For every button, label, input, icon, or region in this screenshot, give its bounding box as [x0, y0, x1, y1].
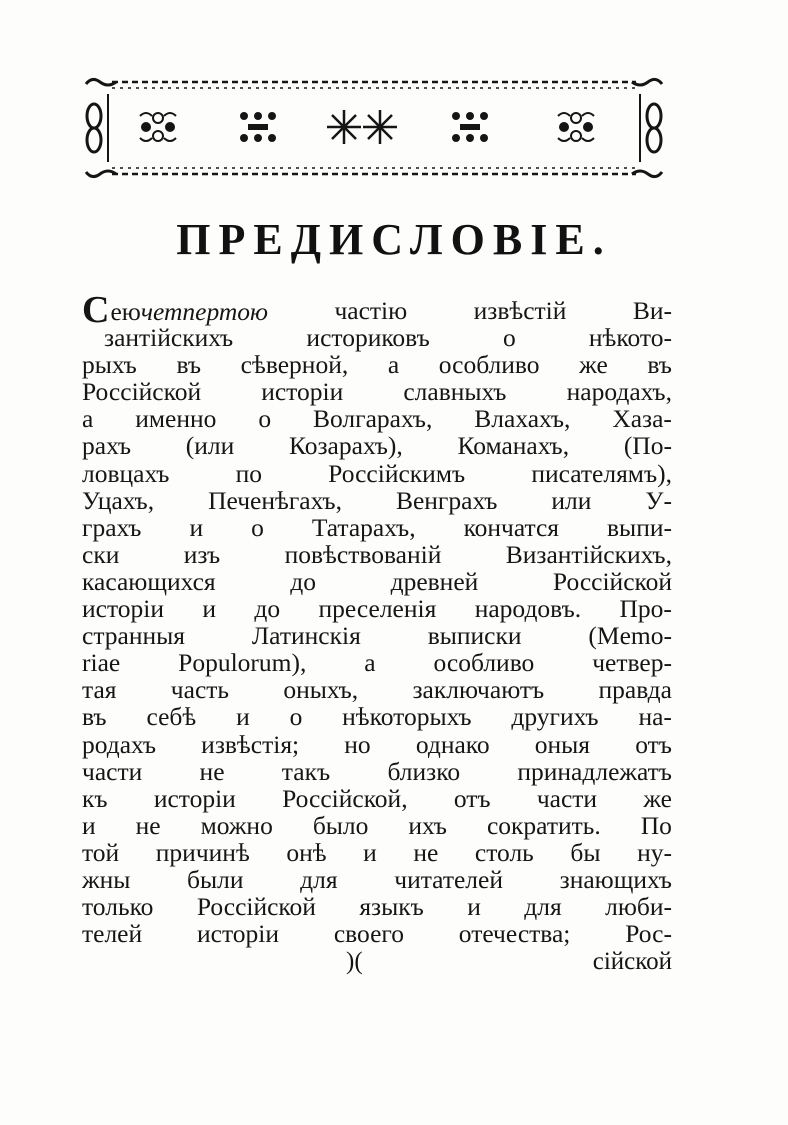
word: зантійскихъ	[104, 323, 234, 353]
word: Ви-	[632, 296, 672, 325]
word: части	[82, 756, 143, 786]
text-line	[82, 649, 672, 676]
text-line	[82, 622, 672, 649]
fleuron-2	[240, 112, 276, 142]
text-line	[82, 460, 672, 487]
word: извѣстія;	[201, 729, 300, 759]
fleuron-4	[452, 112, 488, 142]
word: Populorum),	[178, 648, 307, 678]
word: а	[82, 404, 94, 434]
text-line	[82, 812, 672, 839]
word: Влахахъ,	[474, 404, 571, 434]
word: къ	[82, 783, 108, 813]
word: особливо	[433, 648, 535, 678]
fleuron-5	[558, 113, 594, 141]
text-line	[82, 289, 672, 331]
right-scroll	[640, 94, 661, 162]
word: Рос-	[625, 919, 672, 949]
word: до	[290, 566, 316, 596]
page-title: ПРЕДИСЛОВІЕ.	[176, 215, 612, 264]
text-line	[82, 568, 672, 595]
text-line	[82, 432, 672, 459]
word: славныхъ	[403, 377, 507, 407]
text-line	[82, 920, 672, 947]
word: ну-	[637, 837, 672, 867]
left-scroll	[87, 94, 108, 162]
word: и	[236, 702, 250, 732]
word: ски	[82, 539, 120, 569]
word: Россійской,	[282, 783, 408, 813]
word: отъ	[635, 729, 672, 759]
word: и	[467, 892, 481, 922]
word: было	[312, 810, 369, 840]
word: но	[344, 729, 371, 759]
word: отечества;	[458, 919, 571, 949]
word: Венграхъ	[395, 485, 498, 515]
word: онѣ	[286, 837, 327, 867]
word: касающихся	[82, 566, 216, 596]
word: и	[363, 837, 377, 867]
word: (или	[185, 431, 235, 461]
word: части	[536, 783, 598, 813]
word: въ	[647, 350, 672, 380]
bottom-border	[86, 168, 662, 177]
word: Сеючетпертою	[82, 289, 269, 331]
word: грахъ	[82, 512, 142, 542]
text-line	[82, 758, 672, 785]
ornamental-headpiece	[82, 72, 666, 184]
word: извѣстій	[473, 296, 567, 325]
word: о	[251, 512, 264, 542]
word: У-	[645, 485, 672, 515]
word: тая	[82, 675, 117, 705]
word: своего	[333, 919, 404, 949]
word: причинѣ	[155, 837, 250, 867]
word: можно	[200, 810, 273, 840]
word: о	[502, 323, 516, 353]
word: выписки	[427, 621, 522, 651]
word: историковъ	[306, 323, 430, 353]
text-line	[82, 405, 672, 432]
word: отъ	[453, 783, 491, 813]
word: Латинскія	[251, 621, 361, 651]
text-line	[82, 839, 672, 866]
fleuron-1	[140, 113, 176, 141]
word: народахъ,	[566, 377, 672, 407]
word: древней	[390, 566, 479, 596]
word: особливо	[438, 350, 540, 380]
word: телей	[82, 919, 143, 949]
word: рахъ	[82, 431, 132, 461]
word: нѣкоторыхъ	[342, 702, 472, 732]
word: оныя	[534, 729, 591, 759]
word: не	[413, 837, 439, 867]
word: себѣ	[146, 702, 197, 732]
word: столь	[474, 837, 534, 867]
text-line	[82, 514, 672, 541]
text-line	[82, 378, 672, 405]
word: Уцахъ,	[82, 485, 155, 515]
word: ловцахъ	[82, 458, 170, 488]
text-line	[82, 731, 672, 758]
signature-mark: )(	[346, 948, 363, 975]
word: же	[643, 783, 672, 813]
word: для	[300, 864, 338, 894]
word: рыхъ	[82, 350, 137, 380]
text-line	[82, 324, 672, 351]
word: ихъ	[408, 810, 447, 840]
word: или	[551, 485, 592, 515]
text-line	[82, 893, 672, 920]
word: по	[235, 458, 263, 488]
drop-cap: С	[82, 289, 110, 331]
word: на-	[638, 702, 672, 732]
word: Хаза-	[612, 404, 672, 434]
word: принадлежатъ	[517, 756, 672, 786]
word: и	[189, 512, 204, 542]
word: о	[289, 702, 303, 732]
word: выпи-	[607, 512, 672, 542]
word: родахъ	[82, 729, 157, 759]
word: Россійской	[196, 892, 316, 922]
word: не	[135, 810, 161, 840]
word: языкъ	[359, 892, 424, 922]
word: въ	[82, 702, 107, 732]
word: люби-	[605, 892, 672, 922]
word: (По-	[623, 431, 672, 461]
word: Козарахъ),	[289, 431, 403, 461]
top-border	[86, 79, 662, 88]
word: исторіи	[82, 594, 165, 624]
text-line	[82, 703, 672, 730]
word: а	[387, 350, 400, 380]
word: Татарахъ,	[311, 512, 416, 542]
word: (Memo-	[588, 621, 672, 651]
word: Россійской	[82, 377, 202, 407]
word: Россійскимъ	[328, 458, 466, 488]
word: исторіи	[261, 377, 344, 407]
word: были	[187, 864, 244, 894]
word: Россійской	[552, 566, 672, 596]
text-line	[82, 351, 672, 378]
word: другихъ	[511, 702, 599, 732]
text-line	[82, 487, 672, 514]
text-line	[82, 676, 672, 703]
word: часть	[170, 675, 230, 705]
word: и	[202, 594, 217, 624]
word: же	[579, 350, 608, 380]
fleuron-3	[327, 110, 397, 144]
word: народовъ.	[474, 594, 582, 624]
word: въ	[176, 350, 202, 380]
text-line	[82, 541, 672, 568]
word: кончатся	[463, 512, 560, 542]
word: правда	[598, 675, 672, 705]
word: изъ	[183, 539, 221, 569]
text-line	[82, 595, 672, 622]
word: о	[258, 404, 272, 434]
word: нѣкото-	[588, 323, 672, 353]
word: По	[640, 810, 672, 840]
word: Команахъ,	[457, 431, 570, 461]
word: однако	[415, 729, 490, 759]
word: близко	[387, 756, 461, 786]
word: Про-	[619, 594, 672, 624]
word: сократить.	[486, 810, 601, 840]
word: именно	[135, 404, 217, 434]
word: исторіи	[196, 919, 279, 949]
word: для	[524, 892, 562, 922]
word: писателямъ),	[531, 458, 672, 488]
word: Волгарахъ,	[313, 404, 433, 434]
word: исторіи	[153, 783, 236, 813]
word: и	[82, 810, 96, 840]
word: Византійскихъ,	[505, 539, 672, 569]
word: четвер-	[592, 648, 672, 678]
word: не	[199, 756, 225, 786]
word: преселенія	[318, 594, 437, 624]
body-text	[82, 289, 672, 949]
word: только	[82, 892, 154, 922]
word: знающихъ	[559, 864, 672, 894]
catchword: сійской	[592, 948, 672, 975]
word: повѣствованій	[284, 539, 442, 569]
word: той	[82, 837, 120, 867]
word: странныя	[82, 621, 185, 651]
page-footer	[82, 948, 672, 978]
word: сѣверной,	[240, 350, 349, 380]
word: читателей	[394, 864, 503, 894]
word: до	[254, 594, 281, 624]
word: оныхъ,	[283, 675, 359, 705]
text-line	[82, 866, 672, 893]
word: а	[364, 648, 376, 678]
word: заключаютъ	[412, 675, 545, 705]
word: жны	[82, 864, 131, 894]
word: частію	[334, 296, 408, 325]
word: такъ	[281, 756, 331, 786]
word: бы	[570, 837, 601, 867]
word: Печенѣгахъ,	[208, 485, 342, 515]
text-line	[82, 785, 672, 812]
word: riae	[82, 648, 121, 678]
